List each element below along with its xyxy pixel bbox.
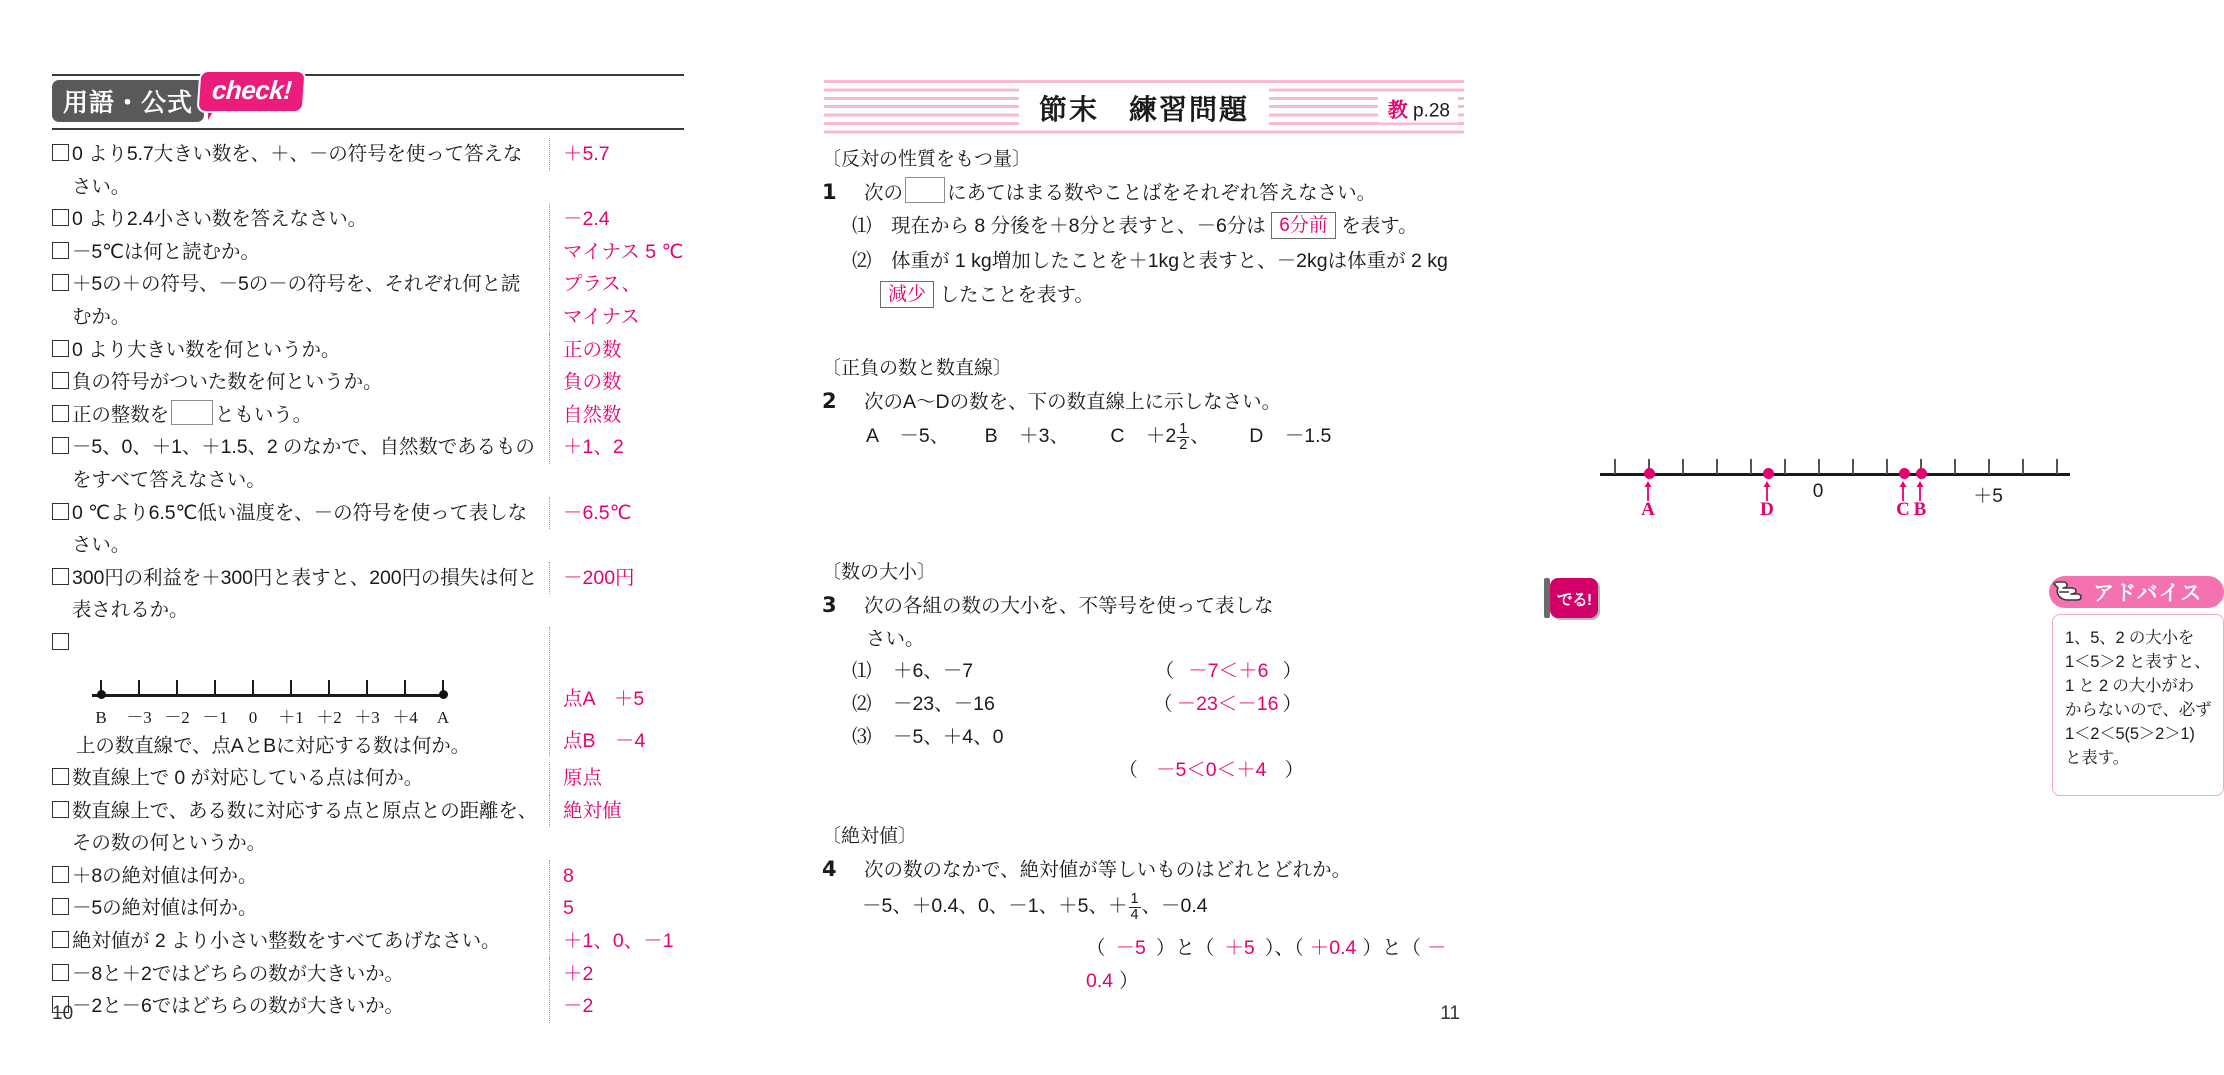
term-answer: ＋1、0、－1 bbox=[549, 925, 692, 958]
term-answer: －200円 bbox=[549, 562, 692, 595]
number-line-endpoint bbox=[97, 690, 106, 699]
number-line-tick bbox=[176, 680, 178, 695]
term-row bbox=[52, 925, 692, 958]
checkbox-icon[interactable] bbox=[52, 503, 69, 520]
answer-value: －5＜0＜＋4 bbox=[1155, 759, 1267, 781]
term-row bbox=[52, 366, 692, 399]
checkbox-icon[interactable] bbox=[52, 931, 69, 948]
value-A-name: A bbox=[866, 425, 878, 447]
checkbox-icon[interactable] bbox=[52, 866, 69, 883]
question-number: 1 bbox=[822, 180, 837, 204]
value-C-name: C bbox=[1110, 425, 1125, 447]
checkbox-icon[interactable] bbox=[52, 209, 69, 226]
term-answer: 絶対値 bbox=[549, 795, 692, 828]
number-line-point-label-C: C bbox=[1896, 499, 1910, 520]
number-line-tick bbox=[252, 680, 254, 695]
number-line-label: －3 bbox=[126, 707, 152, 727]
number-line-tick bbox=[366, 680, 368, 695]
term-row bbox=[52, 236, 692, 269]
number-line-label: ＋2 bbox=[316, 707, 342, 727]
value-B-name: B bbox=[984, 425, 998, 447]
checkbox-icon[interactable] bbox=[52, 274, 69, 291]
number-line-arrow-B bbox=[1915, 481, 1925, 501]
number-line-point-label-B: B bbox=[1913, 499, 1927, 520]
fraction-half: $\frac{1}{2}$ bbox=[1179, 420, 1188, 453]
term-row bbox=[52, 990, 692, 1023]
section-label-4: 〔絶対値〕 bbox=[822, 826, 918, 847]
value-D: －1.5 bbox=[1284, 425, 1332, 447]
number-line-point-label-A: A bbox=[1641, 499, 1655, 520]
term-question: 0 より2.4小さい数を答えなさい。 bbox=[52, 203, 549, 236]
number-line-tick bbox=[1818, 459, 1820, 474]
checkbox-icon[interactable] bbox=[52, 898, 69, 915]
checkbox-icon[interactable] bbox=[52, 801, 69, 818]
term-question: 0 より5.7大きい数を、＋、－の符号を使って答えな さい。 bbox=[52, 138, 549, 203]
checkbox-icon[interactable] bbox=[52, 568, 69, 585]
checkbox-icon[interactable] bbox=[52, 242, 69, 259]
number-line-label: ＋1 bbox=[278, 707, 304, 727]
term-answer: －2 bbox=[549, 990, 692, 1023]
question-4-answer: （ －5 ）と（ ＋5 ）、（ ＋0.4 ）と（ －0.4 ） bbox=[1086, 937, 1447, 992]
term-row bbox=[52, 958, 692, 991]
page-number-left: 10 bbox=[52, 1003, 74, 1024]
term-row bbox=[52, 138, 692, 203]
item-number: ⑶ bbox=[852, 726, 872, 748]
number-line-point-B bbox=[1916, 468, 1927, 479]
page-number-right: 11 bbox=[1440, 1003, 1460, 1024]
question-3: 3 次の各組の数の大小を、不等号を使って表しな さい。 bbox=[822, 593, 1274, 650]
number-line-tick bbox=[2056, 459, 2058, 474]
question-3-item-3: ⑶ －5、＋4、0 bbox=[852, 726, 1004, 748]
section-label-2: 〔正負の数と数直線〕 bbox=[822, 358, 1013, 379]
number-line-tick bbox=[1682, 459, 1684, 474]
section-tab-terms: 用語・公式 bbox=[52, 80, 204, 122]
checkbox-icon[interactable] bbox=[52, 437, 69, 454]
number-line-tick bbox=[138, 680, 140, 695]
number-line-point-label-D: D bbox=[1760, 499, 1774, 520]
term-answer: －2.4 bbox=[549, 203, 692, 236]
textbook-kanji: 教 bbox=[1387, 99, 1408, 122]
term-answer: 原点 bbox=[549, 762, 692, 795]
term-row bbox=[52, 762, 692, 795]
advice-line: からないので、必ず bbox=[2065, 701, 2212, 719]
term-question: 300円の利益を＋300円と表すと、200円の損失は何と 表されるか。 bbox=[52, 562, 549, 627]
term-question: －2と－6ではどちらの数が大きいか。 bbox=[52, 990, 549, 1023]
term-question: 数直線上で 0 が対応している点は何か。 bbox=[52, 762, 549, 795]
fill-in-blank[interactable] bbox=[171, 400, 213, 425]
question-number: 3 bbox=[822, 593, 837, 617]
question-2-values: A －5、 B ＋3、 C ＋2 $\frac{1}{2}$ 、 D －1.5 bbox=[866, 420, 1332, 453]
number-line-point-D bbox=[1763, 468, 1774, 479]
number-line-label: B bbox=[95, 707, 107, 727]
checkbox-icon[interactable] bbox=[52, 768, 69, 785]
number-line-tick bbox=[1954, 459, 1956, 474]
number-line-point-C bbox=[1899, 468, 1910, 479]
item-number: ⑵ bbox=[852, 250, 872, 272]
answer-value: －5 bbox=[1115, 937, 1146, 959]
question-3-item-1: ⑴ ＋6、－7 （ －7＜＋6 ） bbox=[852, 660, 1302, 682]
checkbox-icon[interactable] bbox=[52, 633, 69, 650]
term-question: －5の絶対値は何か。 bbox=[52, 892, 549, 925]
number-line-point-A bbox=[1644, 468, 1655, 479]
bottom-rule bbox=[52, 128, 684, 130]
number-line-tick bbox=[290, 680, 292, 695]
advice-title: アドバイス bbox=[2093, 581, 2203, 605]
question-number: 2 bbox=[822, 389, 837, 413]
term-question: －5℃は何と読むか。 bbox=[52, 236, 549, 269]
term-question: 絶対値が 2 より小さい整数をすべてあげなさい。 bbox=[52, 925, 549, 958]
section-label-1: 〔反対の性質をもつ量〕 bbox=[822, 149, 1032, 170]
advice-line: 1＜2＜5(5＞2＞1) bbox=[2065, 725, 2195, 743]
answer-box: 減少 bbox=[880, 281, 934, 308]
number-line-tick bbox=[1988, 459, 1990, 474]
terms-question-list bbox=[52, 138, 692, 1023]
term-question: ＋5の＋の符号、－5の－の符号を、それぞれ何と読 むか。 bbox=[52, 268, 549, 333]
question-number: 4 bbox=[822, 857, 837, 881]
term-row bbox=[52, 399, 692, 432]
right-number-line-figure bbox=[1600, 455, 2080, 525]
term-answer: 負の数 bbox=[549, 366, 692, 399]
term-question: 0 ℃より6.5℃低い温度を、－の符号を使って表しな さい。 bbox=[52, 497, 549, 562]
advice-line: と表す。 bbox=[2065, 749, 2129, 767]
header-title: 節末 練習問題 bbox=[1019, 88, 1269, 128]
value-B: ＋3 bbox=[1019, 425, 1050, 447]
term-question: B －3 －2 －1 0 ＋1 ＋2 ＋3 ＋4 A 上の数直線で、点AとBに対応する数は何か。 bbox=[52, 627, 549, 762]
number-line-tick bbox=[1886, 459, 1888, 474]
checkbox-icon[interactable] bbox=[52, 964, 69, 981]
section-label-3: 〔数の大小〕 bbox=[822, 562, 937, 583]
number-line-axis bbox=[92, 694, 447, 697]
term-answer: －6.5℃ bbox=[549, 497, 692, 530]
item-number: ⑴ bbox=[852, 215, 872, 237]
number-line-label: 0 bbox=[248, 707, 258, 727]
term-answer: 5 bbox=[549, 892, 692, 925]
term-question: －5、0、＋1、＋1.5、2 のなかで、自然数であるもの をすべて答えなさい。 bbox=[52, 431, 549, 496]
term-answer: ＋2 bbox=[549, 958, 692, 991]
advice-line: 1 と 2 の大小がわ bbox=[2065, 677, 2194, 695]
checkbox-icon[interactable] bbox=[52, 372, 69, 389]
number-line-label: A bbox=[436, 707, 450, 727]
term-answer: 点A ＋5 点B －4 bbox=[549, 627, 692, 757]
question-3-item-2: ⑵ －23、－16 （ －23＜－16 ） bbox=[852, 693, 1302, 715]
term-row bbox=[52, 497, 692, 562]
term-answer: 正の数 bbox=[549, 334, 692, 367]
answer-value: ＋0.4 bbox=[1309, 937, 1357, 959]
top-rule bbox=[52, 74, 684, 76]
checkbox-icon[interactable] bbox=[52, 405, 69, 422]
advice-body bbox=[2052, 614, 2224, 796]
pointing-hand-icon bbox=[2055, 578, 2091, 606]
value-A: －5 bbox=[899, 425, 930, 447]
check-badge: check! bbox=[196, 70, 306, 113]
number-line-axis-label: 0 bbox=[1812, 481, 1824, 502]
number-line-axis bbox=[1600, 473, 2070, 476]
question-1: 1 次の にあてはまる数やことばをそれぞれ答えなさい。 bbox=[822, 176, 1482, 210]
number-line-tick bbox=[2022, 459, 2024, 474]
term-row bbox=[52, 334, 692, 367]
term-row bbox=[52, 795, 692, 860]
term-answer: マイナス 5 ℃ bbox=[549, 236, 692, 269]
number-line-tick bbox=[1852, 459, 1854, 474]
term-row bbox=[52, 892, 692, 925]
number-line-label: －2 bbox=[164, 707, 190, 727]
textbook-page: p.28 bbox=[1413, 100, 1450, 122]
term-row bbox=[52, 860, 692, 893]
number-line-arrow-C bbox=[1898, 481, 1908, 501]
number-line-tick bbox=[1784, 459, 1786, 474]
term-question: －8と＋2ではどちらの数が大きいか。 bbox=[52, 958, 549, 991]
term-answer: ＋5.7 bbox=[549, 138, 692, 171]
value-D-name: D bbox=[1249, 425, 1264, 447]
item-number: ⑴ bbox=[852, 660, 872, 682]
number-line-arrow-D bbox=[1762, 481, 1772, 501]
term-answer: 8 bbox=[549, 860, 692, 893]
fraction-quarter: $\frac{1}{4}$ bbox=[1130, 890, 1139, 923]
value-C: ＋2 bbox=[1145, 425, 1177, 447]
advice-line: 1＜5＞2 と表すと、 bbox=[2065, 653, 2211, 671]
answer-value: －7＜＋6 bbox=[1188, 660, 1269, 682]
term-question: 負の符号がついた数を何というか。 bbox=[52, 366, 549, 399]
term-row-numberline bbox=[52, 627, 692, 762]
term-row bbox=[52, 562, 692, 627]
term-question: 正の整数を ともいう。 bbox=[52, 399, 549, 432]
term-question: 0 より大きい数を何というか。 bbox=[52, 334, 549, 367]
question-4-numbers: －5、＋0.4、0、－1、＋5、＋ $\frac{1}{4}$ 、－0.4 bbox=[862, 890, 1208, 923]
answer-value: ＋5 bbox=[1224, 937, 1255, 959]
term-row bbox=[52, 203, 692, 236]
left-page bbox=[0, 0, 756, 1075]
answer-box: 6分前 bbox=[1271, 212, 1336, 239]
term-question: 数直線上で、ある数に対応する点と原点との距離を、 その数の何というか。 bbox=[52, 795, 549, 860]
advice-line: 1、5、2 の大小を bbox=[2065, 629, 2195, 647]
question-2: 2 次のA〜Dの数を、下の数直線上に示しなさい。 bbox=[822, 389, 1282, 413]
term-row bbox=[52, 268, 692, 333]
number-line-label: ＋4 bbox=[392, 707, 418, 727]
answer-value: －23＜－16 bbox=[1176, 693, 1279, 715]
question-3-item-3-answer: （ －5＜0＜＋4 ） bbox=[1118, 759, 1304, 781]
number-line-label: －1 bbox=[202, 707, 228, 727]
number-line-endpoint bbox=[439, 690, 448, 699]
left-number-line-figure bbox=[52, 666, 532, 730]
number-line-axis-label: ＋5 bbox=[1973, 486, 2003, 507]
number-line-tick bbox=[1750, 459, 1752, 474]
question-4: 4 次の数のなかで、絶対値が等しいものはどれとどれか。 bbox=[822, 857, 1352, 881]
answer-value: －0.4 bbox=[1086, 937, 1447, 992]
term-answer: ＋1、2 bbox=[549, 431, 692, 464]
question-1-item-1: ⑴ 現在から 8 分後を＋8分と表すと、－6分は 6分前 を表す。 bbox=[852, 210, 1502, 243]
item-number: ⑵ bbox=[852, 693, 872, 715]
number-line-tick bbox=[328, 680, 330, 695]
fill-in-blank[interactable] bbox=[905, 177, 945, 203]
right-page bbox=[756, 0, 2212, 1075]
textbook-reference bbox=[1378, 94, 1458, 123]
number-line-label: ＋3 bbox=[354, 707, 380, 727]
number-line-arrow-A bbox=[1643, 481, 1653, 501]
deru-badge: でる! bbox=[1550, 578, 1598, 618]
term-answer: プラス、 マイナス bbox=[549, 268, 692, 333]
term-question: ＋8の絶対値は何か。 bbox=[52, 860, 549, 893]
checkbox-icon[interactable] bbox=[52, 340, 69, 357]
checkbox-icon[interactable] bbox=[52, 144, 69, 161]
number-line-tick bbox=[1614, 459, 1616, 474]
question-1-item-2: ⑵ 体重が 1 kg増加したことを＋1kgと表すと、－2kgは体重が 2 kg 減少 したことを表す。 bbox=[852, 250, 1448, 306]
number-line-tick bbox=[214, 680, 216, 695]
term-row bbox=[52, 431, 692, 496]
number-line-tick bbox=[404, 680, 406, 695]
exercise-header bbox=[824, 80, 1464, 136]
number-line-tick bbox=[1716, 459, 1718, 474]
term-answer: 自然数 bbox=[549, 399, 692, 432]
